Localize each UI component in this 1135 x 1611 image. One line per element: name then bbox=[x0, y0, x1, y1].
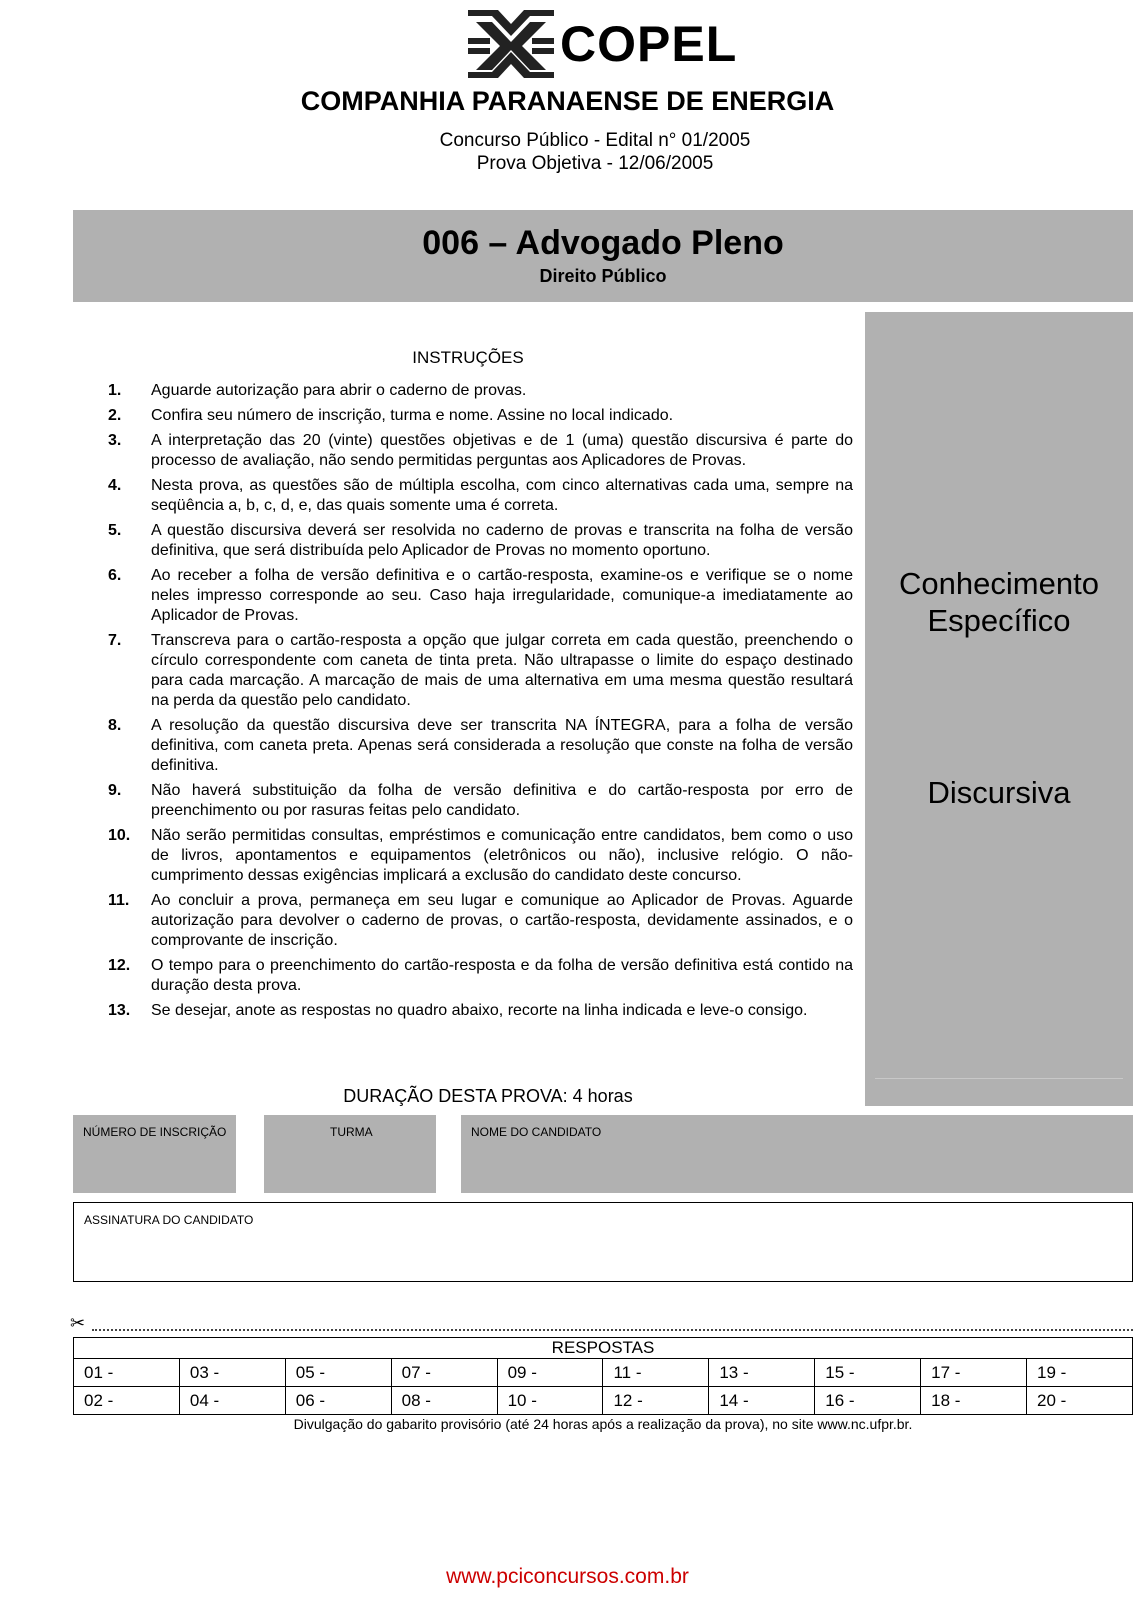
instruction-text: A interpretação das 20 (vinte) questões objetivas e de 1 (uma) questão discursiva é parte do processo de avaliação, não sendo permitidas perguntas aos Aplicadores de Provas. bbox=[151, 432, 853, 469]
instruction-number: 7. bbox=[108, 632, 122, 649]
instruction-text: Transcreva para o cartão-resposta a opção que julgar correta em cada questão, preenchendo o círculo correspondente com caneta de tinta preta. Não ultrapasse o limite do espaço destinado para cada marcação. A marcação de mais de uma alternativa em uma mesma questão resultará na perda da questão pelo candidato. bbox=[151, 632, 853, 709]
cut-line bbox=[70, 1313, 1133, 1336]
answer-cell[interactable]: 02 - bbox=[74, 1387, 180, 1415]
part-label-conhecimento: Conhecimento bbox=[899, 566, 1099, 601]
page-subtitle: Direito Público bbox=[539, 266, 667, 286]
exam-date: Prova Objetiva - 12/06/2005 bbox=[476, 153, 714, 174]
instruction-number: 11. bbox=[108, 892, 130, 909]
instruction-number: 1. bbox=[108, 382, 122, 399]
instruction-item bbox=[108, 521, 853, 561]
answer-cell[interactable]: 13 - bbox=[709, 1359, 815, 1387]
answer-cell[interactable]: 10 - bbox=[497, 1387, 603, 1415]
instruction-item bbox=[108, 1001, 853, 1021]
instruction-item bbox=[108, 431, 853, 471]
instruction-number: 3. bbox=[108, 432, 122, 449]
answers-row bbox=[74, 1387, 1133, 1415]
class-label: TURMA bbox=[330, 1125, 373, 1139]
answers-header: RESPOSTAS bbox=[74, 1338, 1133, 1359]
answer-cell[interactable]: 08 - bbox=[391, 1387, 497, 1415]
answer-cell[interactable]: 17 - bbox=[921, 1359, 1027, 1387]
page-title: 006 – Advogado Pleno bbox=[422, 224, 784, 262]
instruction-item bbox=[108, 956, 853, 996]
registration-number-field[interactable] bbox=[73, 1115, 236, 1193]
instruction-text: O tempo para o preenchimento do cartão-resposta e da folha de versão definitiva está contido na duração desta prova. bbox=[151, 957, 853, 994]
instruction-number: 8. bbox=[108, 717, 122, 734]
answers-table bbox=[73, 1337, 1133, 1415]
answer-cell[interactable]: 06 - bbox=[285, 1387, 391, 1415]
instruction-text: Ao receber a folha de versão definitiva e o cartão-resposta, examine-os e verifique se o nome neles impresso corresponde ao seu. Caso haja irregularidade, comunique-a imediatamente ao Aplicador de Provas. bbox=[151, 567, 853, 624]
answer-cell[interactable]: 03 - bbox=[179, 1359, 285, 1387]
instruction-number: 12. bbox=[108, 957, 131, 974]
instruction-item bbox=[108, 891, 853, 951]
answer-key-notice: Divulgação do gabarito provisório (até 24 horas após a realização da prova), no site www.nc.ufpr.br. bbox=[293, 1416, 913, 1432]
exam-edict: Concurso Público - Edital n° 01/2005 bbox=[439, 130, 751, 151]
copel-logo bbox=[468, 8, 738, 80]
answer-cell[interactable]: 09 - bbox=[497, 1359, 603, 1387]
company-name: COMPANHIA PARANAENSE DE ENERGIA bbox=[300, 86, 835, 116]
dotted-line bbox=[92, 1329, 1133, 1331]
registration-number-label: NÚMERO DE INSCRIÇÃO bbox=[83, 1125, 227, 1139]
instruction-item bbox=[108, 781, 853, 821]
answer-cell[interactable]: 14 - bbox=[709, 1387, 815, 1415]
instructions-list bbox=[108, 381, 853, 1026]
instruction-number: 10. bbox=[108, 827, 131, 844]
answer-cell[interactable]: 12 - bbox=[603, 1387, 709, 1415]
instruction-text: Ao concluir a prova, permaneça em seu lugar e comunique ao Aplicador de Provas. Aguarde autorização para devolver o caderno de provas, o cartão-resposta, devidamente assinados, e o comprovante de inscrição. bbox=[151, 892, 853, 949]
copel-logo-icon bbox=[468, 8, 554, 80]
logo-wordmark: COPEL bbox=[560, 16, 738, 72]
candidate-signature-field[interactable] bbox=[73, 1202, 1133, 1282]
scissors-icon: ✂ bbox=[70, 1313, 86, 1333]
answer-cell[interactable]: 07 - bbox=[391, 1359, 497, 1387]
candidate-name-field[interactable] bbox=[461, 1115, 1133, 1193]
candidate-name-label: NOME DO CANDIDATO bbox=[471, 1125, 602, 1139]
answer-cell[interactable]: 20 - bbox=[1027, 1387, 1133, 1415]
answer-cell[interactable]: 01 - bbox=[74, 1359, 180, 1387]
instruction-text: A resolução da questão discursiva deve ser transcrita NA ÍNTEGRA, para a folha de versão definitiva, com caneta preta. Apenas será considerada a resolução que conste na folha de versão definitiva. bbox=[151, 717, 853, 774]
answer-cell[interactable]: 15 - bbox=[815, 1359, 921, 1387]
panel-divider bbox=[875, 1078, 1123, 1079]
instructions-heading: INSTRUÇÕES bbox=[412, 348, 524, 367]
answer-cell[interactable]: 04 - bbox=[179, 1387, 285, 1415]
instruction-item bbox=[108, 381, 853, 401]
instruction-text: Aguarde autorização para abrir o caderno de provas. bbox=[151, 382, 527, 399]
signature-label: ASSINATURA DO CANDIDATO bbox=[84, 1213, 254, 1227]
source-watermark-link[interactable]: www.pciconcursos.com.br bbox=[446, 1565, 689, 1588]
class-field[interactable] bbox=[264, 1115, 436, 1193]
answer-cell[interactable]: 18 - bbox=[921, 1387, 1027, 1415]
title-band bbox=[73, 210, 1133, 302]
exam-duration: DURAÇÃO DESTA PROVA: 4 horas bbox=[343, 1086, 633, 1106]
instruction-text: Não haverá substituição da folha de versão definitiva e do cartão-resposta por erro de preenchimento ou por rasuras feitas pelo candidato. bbox=[151, 782, 853, 819]
instruction-text: Nesta prova, as questões são de múltipla escolha, com cinco alternativas cada uma, sempre na seqüência a, b, c, d, e, das quais somente uma é correta. bbox=[151, 477, 853, 514]
instruction-item bbox=[108, 716, 853, 776]
instruction-item bbox=[108, 406, 853, 426]
instruction-number: 4. bbox=[108, 477, 122, 494]
answer-cell[interactable]: 19 - bbox=[1027, 1359, 1133, 1387]
instruction-number: 5. bbox=[108, 522, 122, 539]
instruction-number: 6. bbox=[108, 567, 122, 584]
exam-parts-panel bbox=[865, 312, 1133, 1106]
part-label-especifico: Específico bbox=[927, 603, 1071, 638]
instruction-text: A questão discursiva deverá ser resolvida no caderno de provas e transcrita na folha de versão definitiva, que será distribuída pelo Aplicador de Provas no momento oportuno. bbox=[151, 522, 853, 559]
instruction-item bbox=[108, 631, 853, 711]
answer-cell[interactable]: 05 - bbox=[285, 1359, 391, 1387]
answer-cell[interactable]: 16 - bbox=[815, 1387, 921, 1415]
instruction-number: 9. bbox=[108, 782, 122, 799]
instruction-number: 2. bbox=[108, 407, 122, 424]
instruction-text: Não serão permitidas consultas, empréstimos e comunicação entre candidatos, bem como o uso de livros, apontamentos e equipamentos (eletrônicos ou não), inclusive relógio. O não-cumprimento dessas exigências implicará a exclusão do candidato deste concurso. bbox=[151, 827, 853, 884]
instruction-text: Se desejar, anote as respostas no quadro abaixo, recorte na linha indicada e leve-o consigo. bbox=[151, 1002, 808, 1019]
instruction-text: Confira seu número de inscrição, turma e nome. Assine no local indicado. bbox=[151, 407, 674, 424]
part-label-discursiva: Discursiva bbox=[927, 775, 1071, 810]
answers-row bbox=[74, 1359, 1133, 1387]
instruction-number: 13. bbox=[108, 1002, 131, 1019]
answer-cell[interactable]: 11 - bbox=[603, 1359, 709, 1387]
instruction-item bbox=[108, 826, 853, 886]
instruction-item bbox=[108, 476, 853, 516]
instruction-item bbox=[108, 566, 853, 626]
